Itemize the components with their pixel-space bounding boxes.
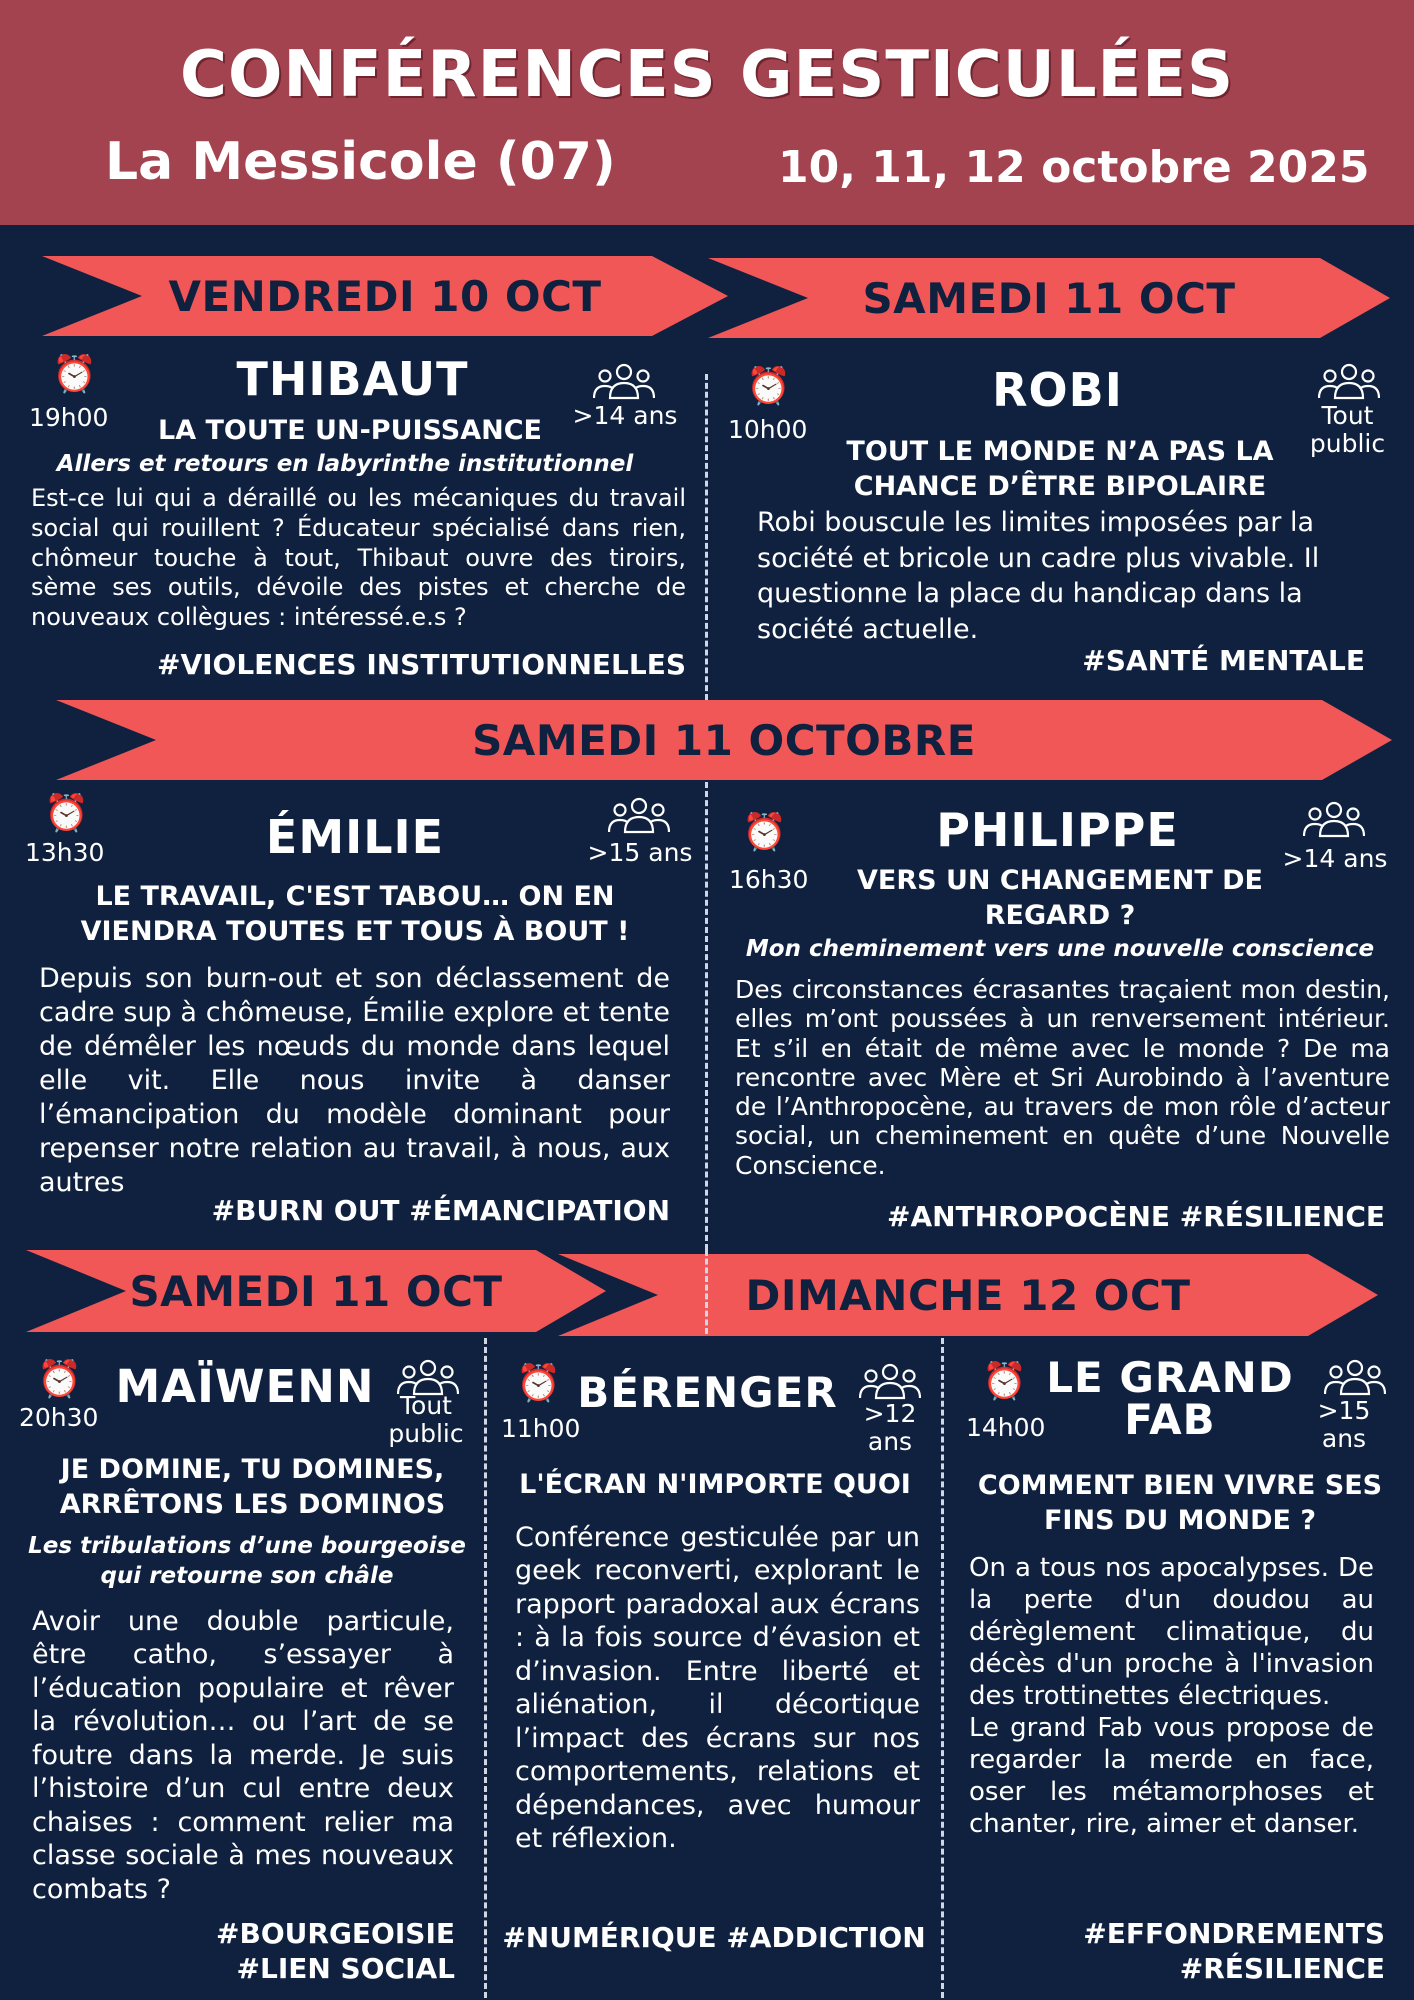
banner-dimanche <box>558 1254 1378 1336</box>
alarm-clock-icon: ⏰ <box>37 1359 82 1400</box>
talk-audience: Tout public <box>388 1391 464 1448</box>
alarm-clock-icon: ⏰ <box>44 793 89 834</box>
banner-samedi-top-label: SAMEDI 11 OCT <box>862 273 1236 323</box>
banner-vendredi-label: VENDREDI 10 OCT <box>168 271 602 321</box>
column-divider <box>705 782 708 1250</box>
people-group-icon <box>1318 362 1380 400</box>
talk-audience: >15 ans <box>587 838 693 867</box>
talk-time: 16h30 <box>729 865 809 894</box>
talk-subtitle: Mon cheminement vers une nouvelle conscience <box>745 936 1375 962</box>
speaker-name: ÉMILIE <box>265 810 445 864</box>
talk-audience: >15 ans <box>1317 1396 1371 1453</box>
talk-time: 10h00 <box>728 415 808 444</box>
alarm-clock-icon: ⏰ <box>746 366 791 407</box>
speaker-name: ROBI <box>992 363 1123 417</box>
people-group-icon <box>608 796 670 834</box>
talk-time: 20h30 <box>19 1403 99 1432</box>
column-divider <box>705 374 708 700</box>
alarm-clock-icon: ⏰ <box>52 354 97 395</box>
speaker-name: BÉRENGER <box>577 1368 838 1417</box>
talk-audience: Tout public <box>1309 401 1386 458</box>
talk-tags: #BURN OUT #ÉMANCIPATION <box>211 1194 670 1227</box>
event-dates: 10, 11, 12 octobre 2025 <box>778 142 1370 193</box>
talk-title: VERS UN CHANGEMENT DE REGARD ? <box>857 865 1263 932</box>
talk-tags: #ANTHROPOCÈNE #RÉSILIENCE <box>887 1200 1385 1233</box>
tag-line: #EFFONDREMENTS <box>1083 1917 1385 1950</box>
speaker-name: MAÏWENN <box>115 1360 375 1413</box>
talk-subtitle: Les tribulations d’une bourgeoise qui retourne son châle <box>28 1533 466 1589</box>
banner-samedi-bottom-label: SAMEDI 11 OCT <box>129 1266 503 1316</box>
alarm-clock-icon: ⏰ <box>516 1363 561 1404</box>
banner-dimanche-label: DIMANCHE 12 OCT <box>745 1270 1191 1320</box>
talk-tags <box>140 1916 455 1986</box>
talk-description: Est-ce lui qui a déraillé ou les mécaniques du travail social qui rouillent ? Éducateur spécialisé dans rien, chômeur touche à tout, Thibaut ouvre des tiroirs, sème ses outils, dévoile des pistes et cherche de nouveaux collègues : intéressé.e.s ? <box>31 484 686 631</box>
talk-tags: #SANTÉ MENTALE <box>1082 644 1365 677</box>
talk-title: LE TRAVAIL, C'EST TABOU… ON EN VIENDRA TOUTES ET TOUS À BOUT ! <box>80 881 630 948</box>
speaker-name-line: FAB <box>1124 1395 1216 1444</box>
speaker-name: PHILIPPE <box>936 803 1179 857</box>
people-group-icon <box>1303 800 1365 838</box>
talk-subtitle: Allers et retours en labyrinthe institutionnel <box>56 451 634 477</box>
description-paragraph: On a tous nos apocalypses. De la perte d'un doudou au dérèglement climatique, du décès d'un proche à l'invasion des trottinettes électriques. <box>969 1553 1374 1711</box>
talk-audience: >14 ans <box>1282 844 1388 873</box>
talk-tags: #NUMÉRIQUE #ADDICTION <box>502 1921 926 1954</box>
description-paragraph: Le grand Fab vous propose de regarder la merde en face, oser les métamorphoses et chanter, rire, aimer et danser. <box>969 1712 1374 1839</box>
talk-tags <box>1000 1916 1385 1986</box>
talk-title: LA TOUTE UN-PUISSANCE <box>158 415 542 446</box>
banner-vendredi <box>42 256 728 336</box>
talk-time: 14h00 <box>966 1413 1046 1442</box>
banner-samedi-middle-label: SAMEDI 11 OCTOBRE <box>472 715 976 765</box>
talk-description: Avoir une double particule, être catho, s’essayer à l’éducation populaire et rêver la révolution… ou l’art de se foutre dans la merde. Je suis l’histoire d’un cul entre deux chaises : comment relier ma classe sociale à mes nouveaux combats ? <box>32 1606 454 1905</box>
tag-line: #LIEN SOCIAL <box>236 1952 455 1985</box>
talk-title: COMMENT BIEN VIVRE SES FINS DU MONDE ? <box>977 1470 1383 1537</box>
talk-description: Robi bouscule les limites imposées par la société et bricole un cadre plus vivable. Il questionne la place du handicap dans la société actuelle. <box>757 507 1320 645</box>
talk-title: TOUT LE MONDE N’A PAS LA CHANCE D’ÊTRE BIPOLAIRE <box>846 436 1274 503</box>
page-title: CONFÉRENCES GESTICULÉES <box>179 38 1235 112</box>
speaker-name-line: LE GRAND <box>1046 1353 1294 1402</box>
talk-time: 11h00 <box>501 1414 581 1443</box>
talk-time: 13h30 <box>25 838 105 867</box>
people-group-icon <box>593 362 655 400</box>
talk-description <box>969 1553 1374 1841</box>
talk-audience: >14 ans <box>572 401 678 430</box>
banner-samedi-middle <box>56 700 1392 780</box>
talk-tags: #VIOLENCES INSTITUTIONNELLES <box>156 648 686 681</box>
tag-line: #RÉSILIENCE <box>1179 1952 1385 1985</box>
banner-samedi-bottom <box>26 1250 606 1332</box>
talk-time: 19h00 <box>29 403 109 432</box>
alarm-clock-icon: ⏰ <box>742 812 787 853</box>
banner-samedi-top <box>708 258 1390 338</box>
talk-description: Des circonstances écrasantes traçaient mon destin, elles m’ont poussées à un renversement intérieur. Et s’il en était de même avec le monde ? De ma rencontre avec Mère et Sri Aurobindo à l’aventure de l’Anthropocène, au travers de mon rôle d’acteur social, un cheminement en quête d’une Nouvelle Conscience. <box>735 975 1390 1180</box>
talk-audience: >12 ans <box>863 1399 917 1456</box>
alarm-clock-icon: ⏰ <box>982 1361 1027 1402</box>
column-divider <box>705 1250 708 1334</box>
column-divider <box>941 1338 944 1998</box>
tag-line: #BOURGEOISIE <box>216 1917 455 1950</box>
header-band <box>0 0 1414 225</box>
venue: La Messicole (07) <box>105 132 616 192</box>
speaker-name <box>1035 1353 1305 1444</box>
column-divider <box>484 1338 487 1998</box>
people-group-icon <box>859 1362 921 1400</box>
speaker-name: THIBAUT <box>236 352 469 406</box>
talk-title: JE DOMINE, TU DOMINES, ARRÊTONS LES DOMINOS <box>59 1454 446 1521</box>
talk-description: Depuis son burn-out et son déclassement de cadre sup à chômeuse, Émilie explore et tente de démêler les nœuds du monde dans lequel elle vit. Elle nous invite à danser l’émancipation du modèle dominant pour repenser notre relation au travail, à nous, aux autres <box>39 963 670 1199</box>
people-group-icon <box>1324 1358 1386 1396</box>
talk-title: L'ÉCRAN N'IMPORTE QUOI <box>519 1469 911 1500</box>
talk-description: Conférence gesticulée par un geek reconverti, explorant le rapport paradoxal aux écrans : à la fois source d’évasion et d’invasion. Entre liberté et aliénation, il décortique l’impact des écrans sur nos comportements, relations et dépendances, avec humour et réflexion. <box>515 1522 920 1855</box>
